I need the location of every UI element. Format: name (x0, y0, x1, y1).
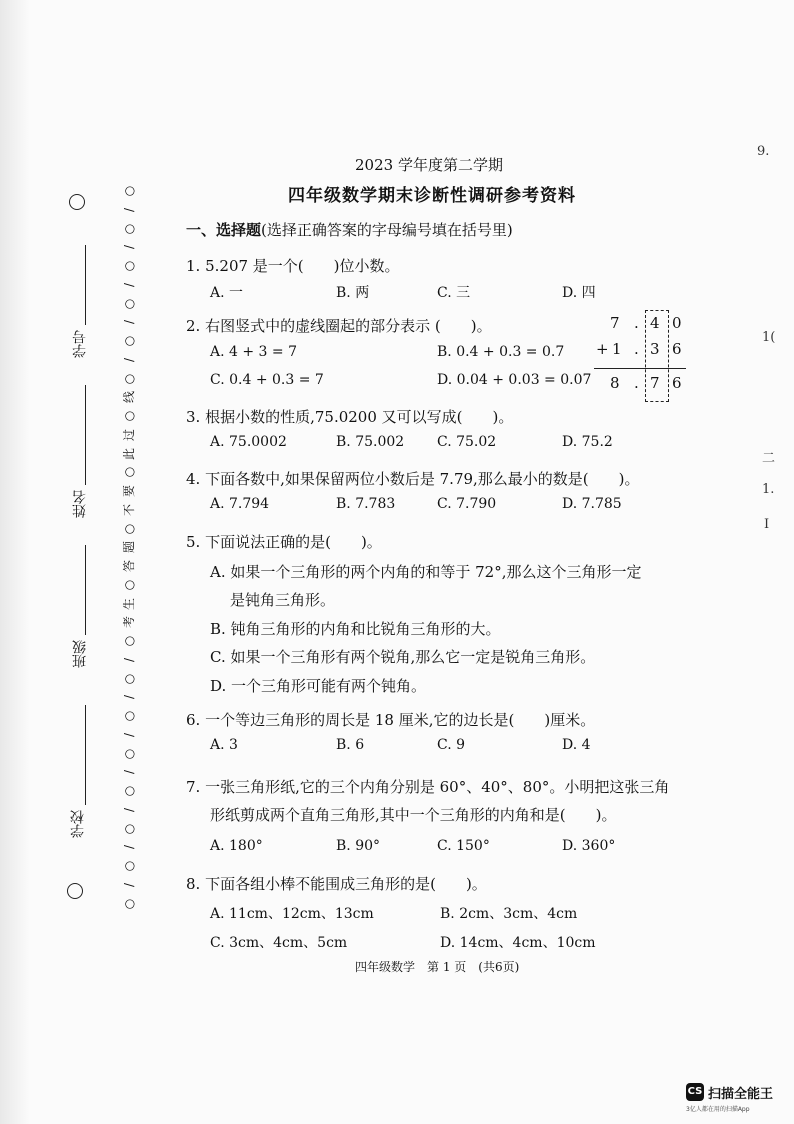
option: A. 75.0002 (210, 434, 287, 450)
option: A. 7.794 (210, 496, 270, 512)
section-heading (186, 219, 513, 240)
option: C. 三 (437, 285, 471, 301)
school-line (85, 705, 86, 805)
option: B. 75.002 (336, 434, 405, 450)
digit: 6 (672, 374, 682, 392)
question-number: 6. (186, 711, 201, 729)
binding-strip-char: ○ (121, 860, 136, 872)
question-1 (186, 255, 400, 276)
question-2 (186, 315, 492, 336)
option: C. 9 (437, 737, 466, 753)
digit: 8 (610, 374, 620, 392)
option: C. 如果一个三角形有两个锐角,那么它一定是锐角三角形。 (210, 648, 596, 666)
binding-strip-char: / (121, 357, 136, 362)
option: A. 如果一个三角形的两个内角的和等于 72°,那么这个三角形一定 (210, 563, 642, 581)
digit: 7 (650, 374, 660, 392)
class-label: 班级 (72, 640, 88, 668)
question-5 (186, 531, 382, 552)
student-number-label: 学号 (72, 330, 88, 358)
binding-strip-char: 题 (121, 541, 136, 554)
option: B. 两 (336, 285, 370, 301)
option: C. 0.4 + 0.3 = 7 (210, 372, 324, 388)
next-page-fragment: 二 (762, 451, 776, 466)
binding-strip-char: ○ (121, 823, 136, 834)
decimal-point: . (634, 340, 639, 358)
question-number: 8. (186, 875, 201, 893)
binding-strip-char: 过 (121, 428, 136, 441)
option: A. 4 + 3 = 7 (210, 344, 297, 360)
scanner-app-name: 扫描全能王 (708, 1087, 774, 1102)
option: D. 4 (562, 737, 591, 753)
question-number: 3. (186, 408, 201, 426)
option: A. 180° (210, 838, 263, 854)
question-number: 4. (186, 470, 201, 488)
student-number-line (85, 245, 86, 325)
binding-strip-char: ○ (121, 898, 136, 909)
binding-strip-char: ○ (121, 673, 136, 684)
binding-strip-char: / (121, 657, 136, 662)
section-instruction: (选择正确答案的字母编号填在括号里) (261, 221, 513, 239)
binding-strip-char: 不 (121, 503, 136, 516)
binding-strip-char: / (121, 320, 136, 325)
term-title: 2023 学年度第二学期 (355, 156, 503, 174)
binding-hole-top (69, 194, 85, 210)
question-text: 一个等边三角形的周长是 18 厘米,它的边长是( )厘米。 (205, 711, 596, 729)
binding-strip-char: ○ (121, 467, 136, 478)
option: C. 75.02 (437, 434, 497, 450)
digit: 6 (672, 340, 682, 358)
binding-strip-char: / (121, 807, 136, 812)
binding-strip-char: 要 (121, 484, 136, 498)
next-page-fragment: 1( (762, 330, 776, 345)
question-6 (186, 709, 595, 730)
binding-strip-char: ○ (121, 185, 136, 197)
option: B. 90° (336, 838, 381, 854)
digit: 7 (610, 314, 620, 332)
option: C. 7.790 (437, 496, 497, 512)
binding-strip-char: ○ (121, 223, 136, 234)
option: D. 75.2 (562, 434, 613, 450)
option: A. 3 (210, 737, 238, 753)
binding-strip-char: ○ (121, 260, 136, 272)
option: B. 7.783 (336, 496, 396, 512)
digit: 1 (612, 340, 622, 358)
binding-strip-char: / (121, 882, 136, 887)
option: D. 360° (562, 838, 616, 854)
binding-strip-char: 线 (121, 391, 136, 404)
vertical-addition (592, 310, 692, 402)
binding-strip-char: ○ (121, 523, 136, 534)
binding-strip-char: / (121, 282, 136, 287)
binding-strip-char: / (121, 732, 136, 737)
binding-strip-char: 生 (121, 597, 136, 610)
plus-sign: + (596, 340, 609, 358)
binding-strip-char: ○ (121, 410, 136, 422)
option: D. 一个三角形可能有两个钝角。 (210, 677, 427, 695)
binding-strip-char: / (121, 770, 136, 775)
binding-strip-char: / (121, 207, 136, 212)
digit: 4 (650, 314, 660, 332)
scanner-logo-icon: CS (686, 1083, 704, 1101)
binding-strip (119, 185, 139, 910)
option: B. 0.4 + 0.3 = 0.7 (437, 344, 565, 360)
question-number: 1. (186, 257, 201, 275)
decimal-point: . (634, 314, 639, 332)
binding-strip-char: / (121, 245, 136, 250)
question-number: 2. (186, 317, 201, 335)
binding-strip-char: ○ (121, 748, 136, 759)
binding-strip-char: ○ (121, 635, 136, 647)
binding-strip-char: 考 (121, 616, 136, 629)
scanner-tagline: 3亿人都在用的扫描App (686, 1106, 750, 1113)
option: D. 7.785 (562, 496, 622, 512)
option: D. 0.04 + 0.03 = 0.07 (437, 372, 592, 388)
question-4 (186, 468, 640, 489)
next-page-fragment: 1. (762, 482, 775, 497)
section-heading-label: 一、选择题 (186, 221, 262, 239)
question-number: 7. (186, 778, 201, 796)
option: C. 3cm、4cm、5cm (210, 935, 348, 951)
class-line (85, 545, 86, 635)
binding-strip-char: / (121, 845, 136, 850)
school-label: 学校 (70, 810, 86, 838)
binding-strip-char: 此 (121, 447, 136, 460)
question-text: 右图竖式中的虚线圈起的部分表示 ( )。 (205, 317, 492, 335)
question-text-continuation: 形纸剪成两个直角三角形,其中一个三角形的内角和是( )。 (210, 806, 617, 824)
next-page-fragment: 9. (757, 144, 770, 159)
option: B. 2cm、3cm、4cm (440, 906, 578, 922)
option: D. 14cm、4cm、10cm (440, 935, 596, 951)
decimal-point: . (634, 374, 639, 392)
question-text: 5.207 是一个( )位小数。 (205, 257, 400, 275)
binding-strip-char: ○ (121, 579, 136, 590)
binding-strip-char: / (121, 695, 136, 700)
option: B. 钝角三角形的内角和比锐角三角形的大。 (210, 620, 501, 638)
binding-hole-bottom (67, 883, 83, 899)
option: C. 150° (437, 838, 490, 854)
binding-strip-char: ○ (121, 335, 136, 347)
question-7 (186, 776, 669, 797)
question-text: 下面各数中,如果保留两位小数后是 7.79,那么最小的数是( )。 (205, 470, 640, 488)
page-title: 四年级数学期末诊断性调研参考资料 (288, 186, 576, 206)
option: A. 11cm、12cm、13cm (210, 906, 374, 922)
option: B. 6 (336, 737, 365, 753)
question-text: 一张三角形纸,它的三个内角分别是 60°、40°、80°。小明把这张三角 (205, 778, 670, 796)
digit: 0 (672, 314, 682, 332)
student-name-line (85, 385, 86, 485)
scan-shadow (0, 0, 30, 1124)
binding-strip-char: ○ (121, 373, 136, 384)
binding-strip-char: ○ (121, 785, 136, 797)
student-name-label: 姓名 (72, 490, 88, 518)
question-text: 下面各组小棒不能围成三角形的是( )。 (205, 875, 487, 893)
question-3 (186, 406, 513, 427)
next-page-fragment: I (764, 517, 770, 532)
question-text: 根据小数的性质,75.0200 又可以写成( )。 (205, 408, 514, 426)
binding-strip-char: ○ (121, 710, 136, 722)
page-footer: 四年级数学 第 1 页 (共6页) (355, 960, 520, 974)
question-text: 下面说法正确的是( )。 (205, 533, 382, 551)
option: D. 四 (562, 285, 596, 301)
option: A. 一 (210, 285, 244, 301)
question-number: 5. (186, 533, 201, 551)
binding-strip-char: 答 (121, 559, 136, 573)
option-continuation: 是钝角三角形。 (230, 591, 336, 609)
question-8 (186, 873, 487, 894)
digit: 3 (650, 340, 660, 358)
sum-line (594, 368, 686, 369)
binding-strip-char: ○ (121, 298, 136, 309)
